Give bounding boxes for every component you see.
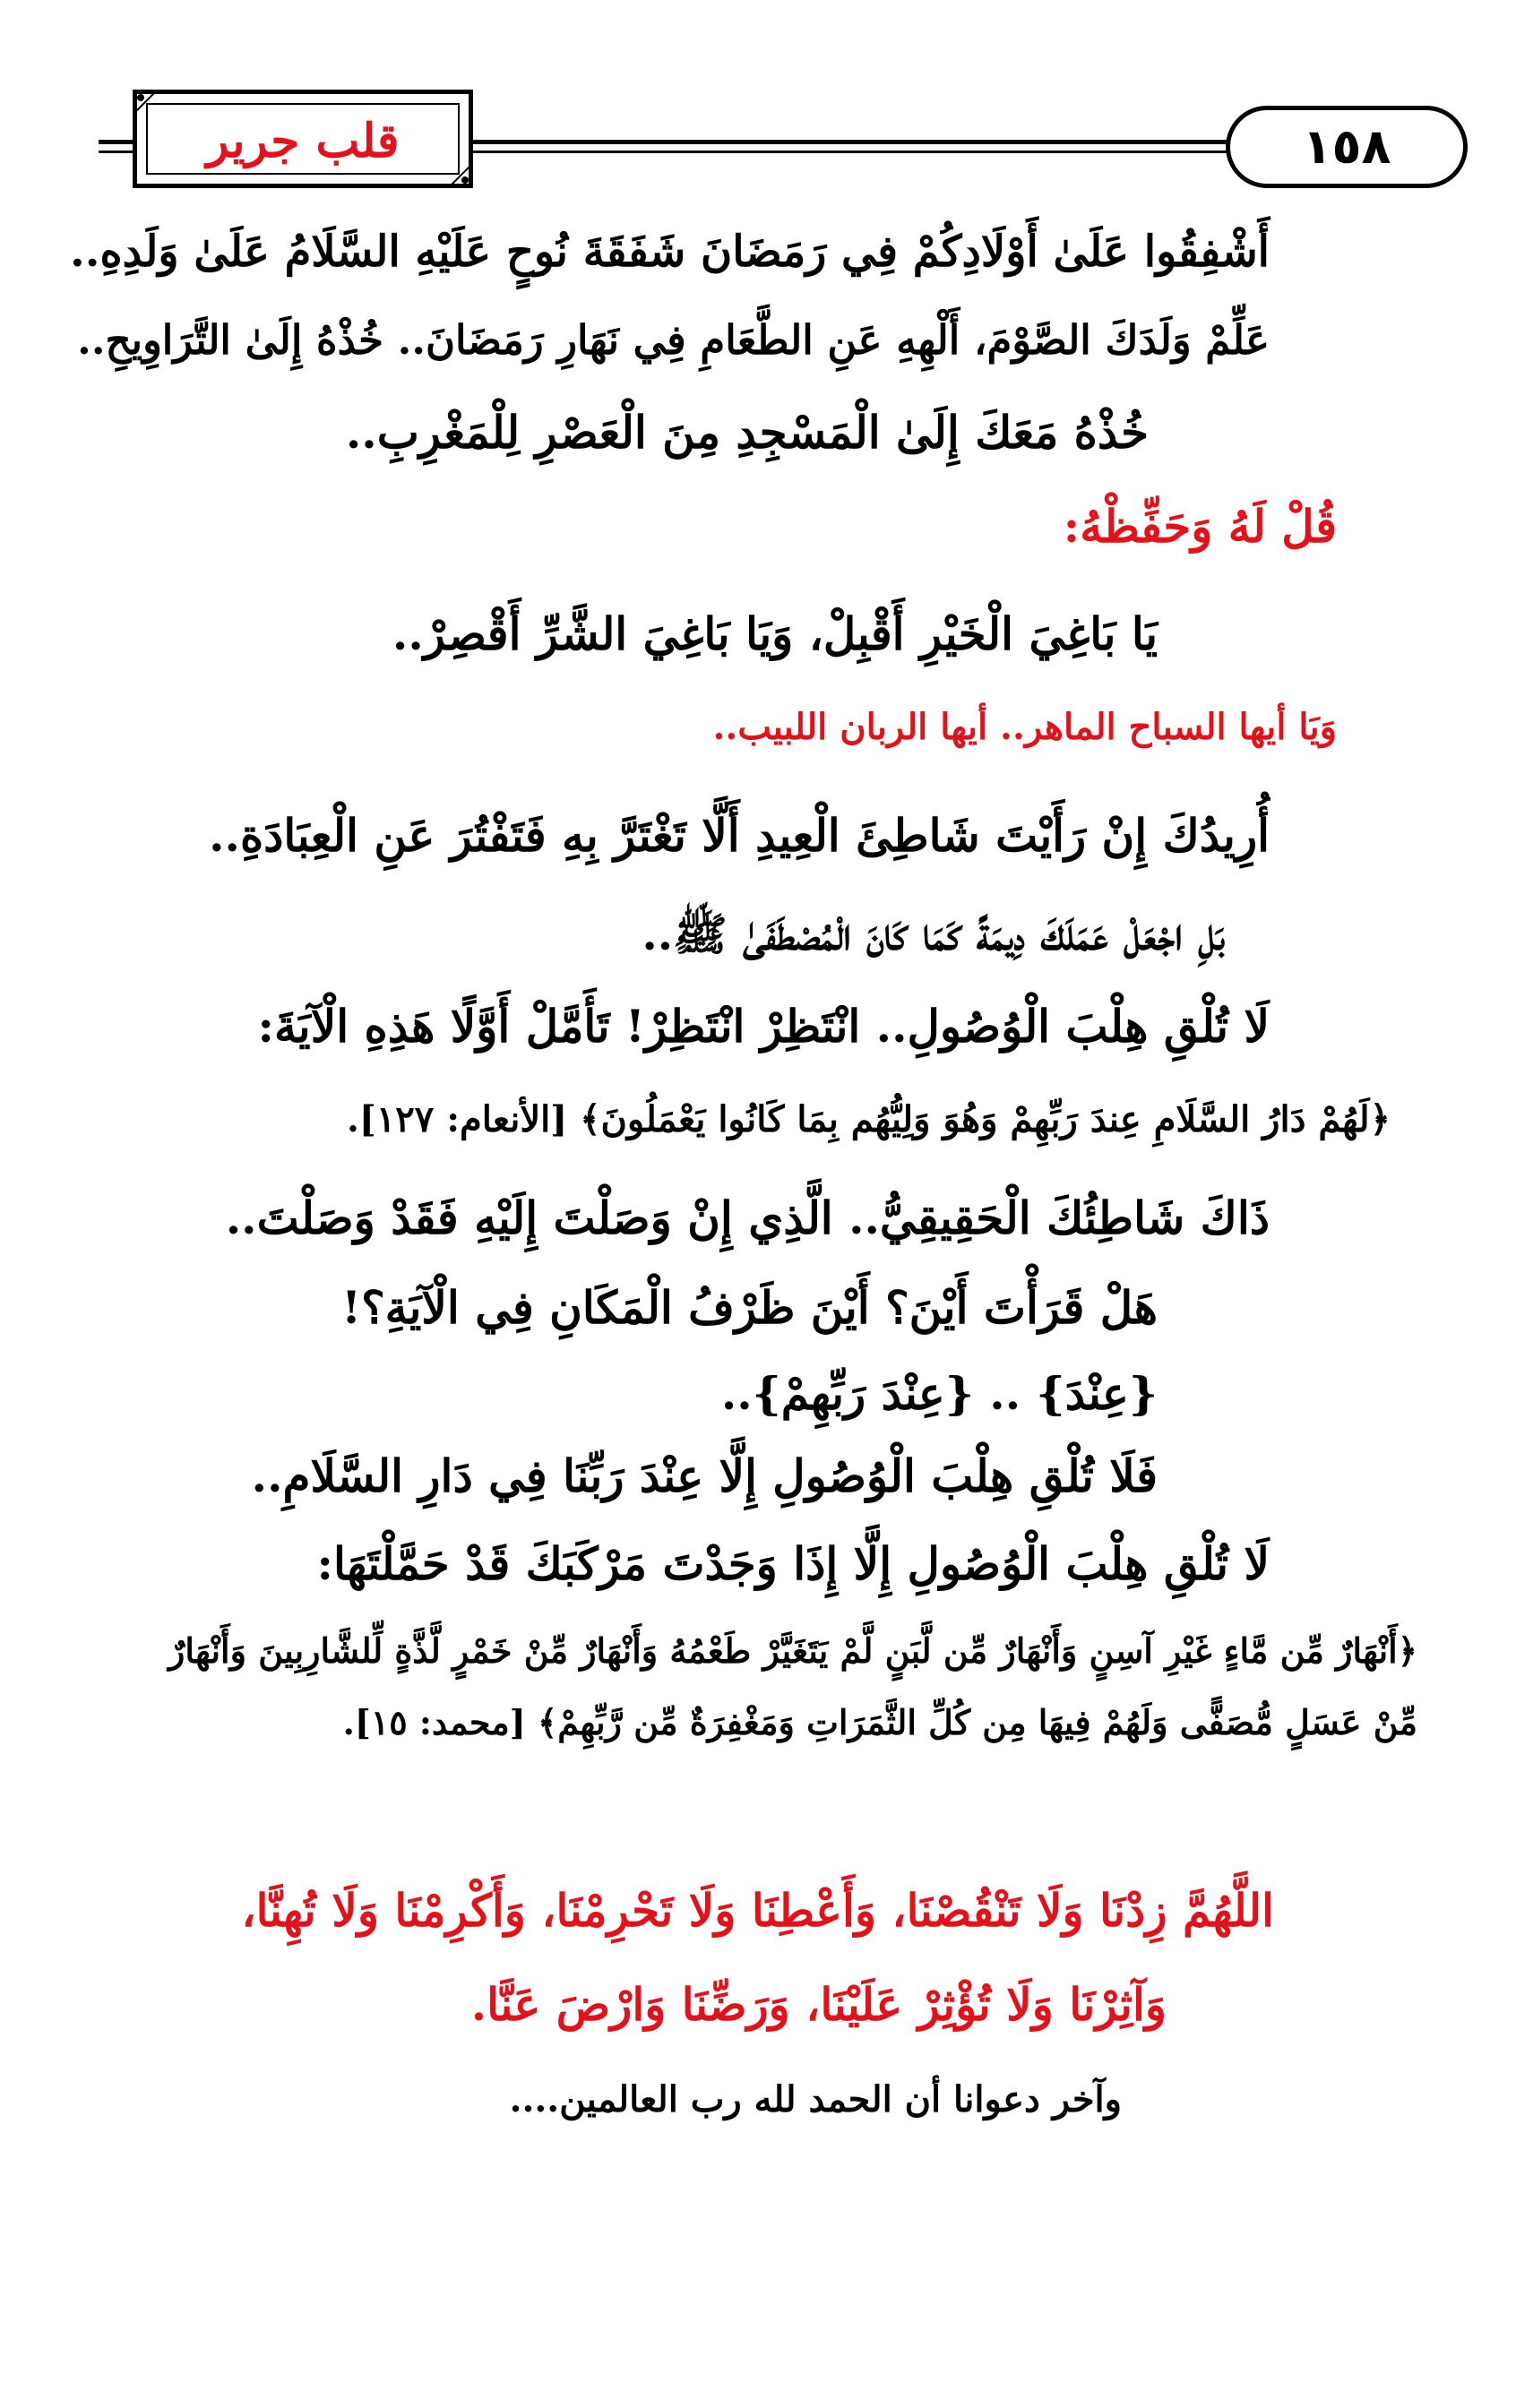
text-line: بَلِ اجْعَلْ عَمَلَكَ دِيمَةً كَمَا كَانَ الْمُصْطَفَىٰ ﷺ.. (642, 907, 1225, 960)
text-line: أَشْفِقُوا عَلَىٰ أَوْلَادِكُمْ فِي رَمَضَانَ شَفَقَةَ نُوحٍ عَلَيْهِ السَّلَامُ عَلَىٰ وَلَدِهِ.. (70, 227, 1270, 277)
text-line: خُذْهُ مَعَكَ إِلَىٰ الْمَسْجِدِ مِنَ الْعَصْرِ لِلْمَغْرِبِ.. (345, 406, 1149, 459)
section-heading: قُلْ لَهُ وَحَفِّظْهُ: (1063, 500, 1337, 553)
quran-verse: ﴿أَنْهَارٌ مِّن مَّاءٍ غَيْرِ آسِنٍ وَأَنْهَارٌ مِّن لَّبَنٍ لَّمْ يَتَغَيَّرْ طَعْمُهُ وَأَنْهَارٌ مِّنْ خَمْرٍ لَّذَّةٍ لِّلشَّارِبِينَ وَأَنْهَارٌ (168, 1630, 1417, 1671)
text-line: ذَاكَ شَاطِئُكَ الْحَقِيقِيُّ.. الَّذِي إِنْ وَصَلْتَ إِلَيْهِ فَقَدْ وَصَلْتَ.. (225, 1191, 1270, 1244)
running-title-frame (133, 90, 473, 188)
closing-line: وآخر دعوانا أن الحمد لله رب العالمين.... (509, 2078, 1122, 2120)
ornament-icon (132, 89, 159, 116)
text-line: {عِنْدَ} .. {عِنْدَ رَبِّهِمْ}.. (720, 1367, 1158, 1420)
text-line: فَلَا تُلْقِ هِلْبَ الْوُصُولِ إِلَّا عِنْدَ رَبِّنَا فِي دَارِ السَّلَامِ.. (251, 1449, 1158, 1502)
quran-verse: ﴿لَهُمْ دَارُ السَّلَامِ عِندَ رَبِّهِمْ وَهُوَ وَلِيُّهُم بِمَا كَانُوا يَعْمَلُونَ﴾ [الأنعام: ١٢٧]. (346, 1098, 1391, 1140)
text-line: لَا تُلْقِ هِلْبَ الْوُصُولِ.. انْتَظِرْ انْتَظِرْ! تَأَمَّلْ أَوَّلًا هَذِهِ الْآيَةَ: (257, 1000, 1270, 1053)
text-line: هَلْ قَرَأْتَ أَيْنَ؟ أَيْنَ ظَرْفُ الْمَكَانِ فِي الْآيَةِ؟! (341, 1281, 1158, 1334)
text-line: لَا تُلْقِ هِلْبَ الْوُصُولِ إِلَّا إِذَا وَجَدْتَ مَرْكَبَكَ قَدْ حَمَّلْتَهَا: (316, 1537, 1270, 1590)
running-title: قلب جرير (206, 114, 400, 168)
text-line: عَلِّمْ وَلَدَكَ الصَّوْمَ، أَلْهِهِ عَنِ الطَّعَامِ فِي نَهَارِ رَمَضَانَ.. خُذْهُ إِلَىٰ التَّرَاوِيحِ.. (77, 316, 1270, 364)
section-heading: وَيَا أيها السباح الماهر.. أيها الربان اللبيب.. (712, 706, 1337, 748)
supplication-line: وَآثِرْنَا وَلَا تُؤْثِرْ عَلَيْنَا، وَرَضِّنَا وَارْضَ عَنَّا. (470, 1978, 1167, 2031)
supplication-line: اللَّهُمَّ زِدْنَا وَلَا تَنْقُصْنَا، وَأَعْطِنَا وَلَا تَحْرِمْنَا، وَأَكْرِمْنَا وَلَا تُهِنَّا، (241, 1884, 1274, 1937)
quran-verse: مِّنْ عَسَلٍ مُّصَفًّى وَلَهُمْ فِيهَا مِن كُلِّ الثَّمَرَاتِ وَمَغْفِرَةٌ مِّن رَّبِّهِمْ﴾ [محمد: ١٥]. (342, 1702, 1417, 1742)
page-number: ١٥٨ (1226, 106, 1468, 188)
text-line: أُرِيدُكَ إِنْ رَأَيْتَ شَاطِئَ الْعِيدِ أَلَّا تَغْتَرَّ بِهِ فَتَفْتُرَ عَنِ الْعِبَادَةِ.. (209, 809, 1270, 862)
text-line: يَا بَاغِيَ الْخَيْرِ أَقْبِلْ، وَيَا بَاغِيَ الشَّرِّ أَقْصِرْ.. (392, 607, 1158, 660)
